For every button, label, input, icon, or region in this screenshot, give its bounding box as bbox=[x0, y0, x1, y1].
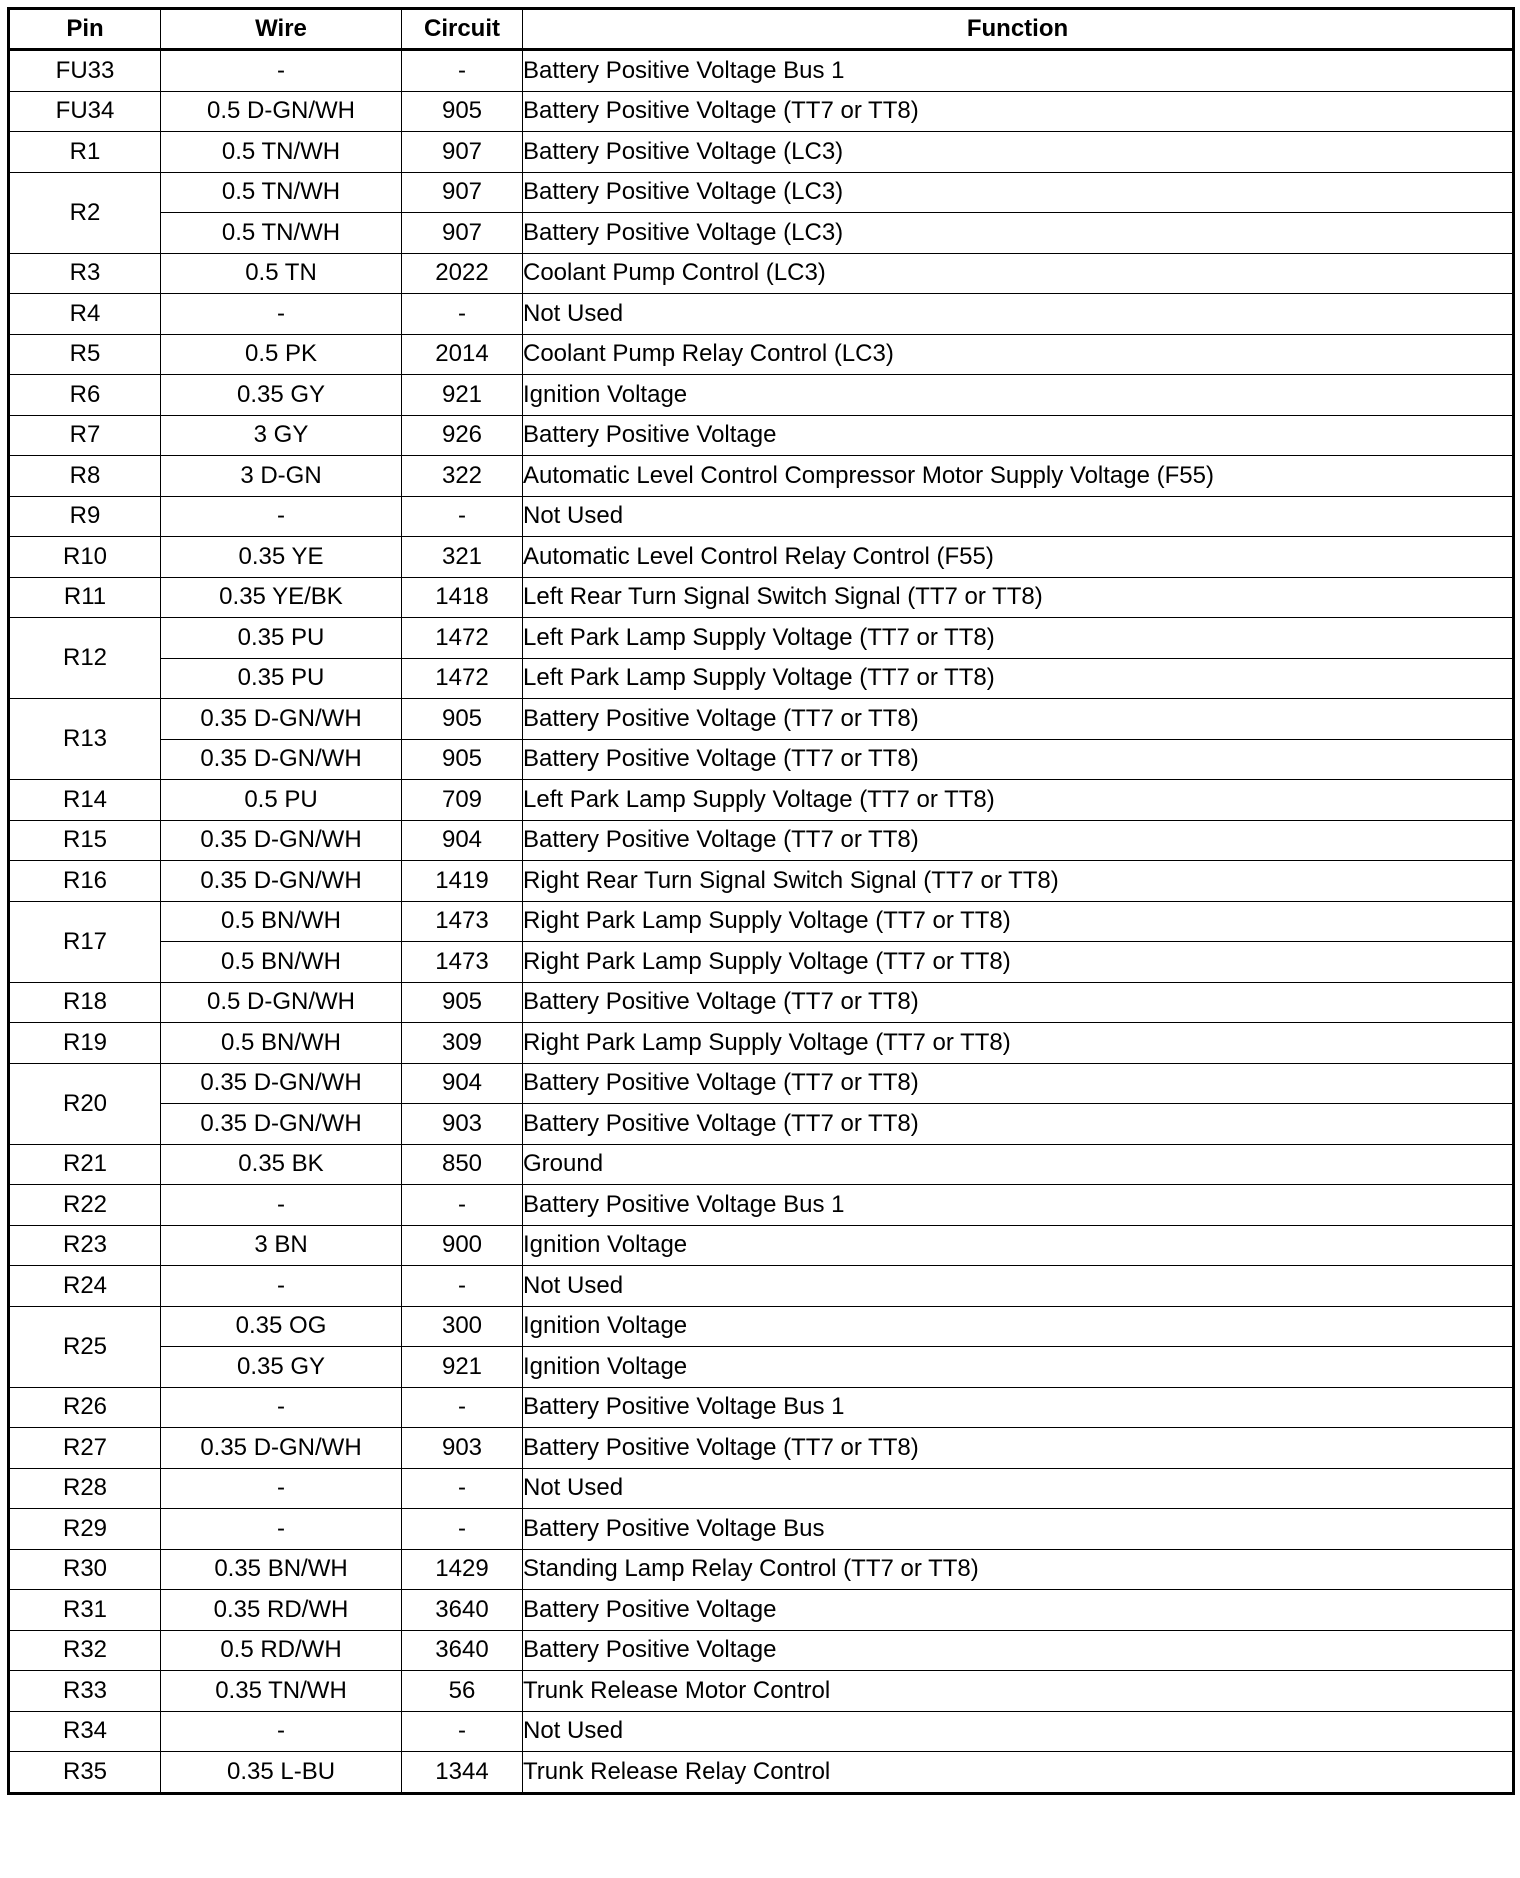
circuit-cell: - bbox=[402, 294, 523, 335]
wire-cell: 0.35 D-GN/WH bbox=[161, 739, 402, 780]
table-row bbox=[9, 739, 1514, 780]
wire-cell: - bbox=[161, 1387, 402, 1428]
table-row bbox=[9, 699, 1514, 740]
table-row bbox=[9, 496, 1514, 537]
circuit-cell: 56 bbox=[402, 1671, 523, 1712]
wire-cell: 0.35 D-GN/WH bbox=[161, 1428, 402, 1469]
function-cell: Automatic Level Control Relay Control (F55) bbox=[523, 537, 1514, 578]
header-wire: Wire bbox=[161, 9, 402, 50]
function-cell: Battery Positive Voltage Bus 1 bbox=[523, 1185, 1514, 1226]
pin-cell: R22 bbox=[9, 1185, 161, 1226]
circuit-cell: 921 bbox=[402, 1347, 523, 1388]
pin-cell: R28 bbox=[9, 1468, 161, 1509]
table-row bbox=[9, 132, 1514, 173]
wire-cell: 0.5 D-GN/WH bbox=[161, 91, 402, 132]
wire-cell: 0.35 D-GN/WH bbox=[161, 1063, 402, 1104]
circuit-cell: 904 bbox=[402, 1063, 523, 1104]
wire-cell: 0.35 YE/BK bbox=[161, 577, 402, 618]
table-row bbox=[9, 1225, 1514, 1266]
table-row bbox=[9, 456, 1514, 497]
circuit-cell: - bbox=[402, 1185, 523, 1226]
wire-cell: 0.35 RD/WH bbox=[161, 1590, 402, 1631]
function-cell: Right Park Lamp Supply Voltage (TT7 or TT8) bbox=[523, 942, 1514, 983]
wire-cell: 0.35 D-GN/WH bbox=[161, 1104, 402, 1145]
circuit-cell: - bbox=[402, 50, 523, 92]
wire-cell: 0.35 BN/WH bbox=[161, 1549, 402, 1590]
table-row bbox=[9, 1428, 1514, 1469]
table-row bbox=[9, 658, 1514, 699]
table-row bbox=[9, 618, 1514, 659]
table-body bbox=[9, 50, 1514, 1794]
function-cell: Battery Positive Voltage (LC3) bbox=[523, 172, 1514, 213]
table-row bbox=[9, 253, 1514, 294]
circuit-cell: 1418 bbox=[402, 577, 523, 618]
function-cell: Trunk Release Motor Control bbox=[523, 1671, 1514, 1712]
table-row bbox=[9, 375, 1514, 416]
table-row bbox=[9, 1711, 1514, 1752]
circuit-cell: 322 bbox=[402, 456, 523, 497]
table-row bbox=[9, 1387, 1514, 1428]
function-cell: Automatic Level Control Compressor Motor Supply Voltage (F55) bbox=[523, 456, 1514, 497]
wire-cell: 0.35 D-GN/WH bbox=[161, 861, 402, 902]
wire-cell: - bbox=[161, 496, 402, 537]
circuit-cell: 1473 bbox=[402, 901, 523, 942]
table-row bbox=[9, 1063, 1514, 1104]
table-row bbox=[9, 780, 1514, 821]
function-cell: Right Park Lamp Supply Voltage (TT7 or TT8) bbox=[523, 1023, 1514, 1064]
circuit-cell: 903 bbox=[402, 1428, 523, 1469]
wire-cell: 0.5 BN/WH bbox=[161, 1023, 402, 1064]
function-cell: Ignition Voltage bbox=[523, 1225, 1514, 1266]
wire-cell: - bbox=[161, 50, 402, 92]
circuit-cell: 926 bbox=[402, 415, 523, 456]
function-cell: Battery Positive Voltage bbox=[523, 1590, 1514, 1631]
wire-cell: 0.5 BN/WH bbox=[161, 942, 402, 983]
header-circuit: Circuit bbox=[402, 9, 523, 50]
pin-cell: FU33 bbox=[9, 50, 161, 92]
function-cell: Battery Positive Voltage (LC3) bbox=[523, 132, 1514, 173]
function-cell: Battery Positive Voltage (TT7 or TT8) bbox=[523, 699, 1514, 740]
circuit-cell: 907 bbox=[402, 172, 523, 213]
pin-cell: R30 bbox=[9, 1549, 161, 1590]
function-cell: Not Used bbox=[523, 1266, 1514, 1307]
wire-cell: 0.35 L-BU bbox=[161, 1752, 402, 1794]
function-cell: Battery Positive Voltage (TT7 or TT8) bbox=[523, 982, 1514, 1023]
pin-cell: R21 bbox=[9, 1144, 161, 1185]
function-cell: Not Used bbox=[523, 1711, 1514, 1752]
table-row bbox=[9, 172, 1514, 213]
pin-cell: R11 bbox=[9, 577, 161, 618]
wire-cell: 0.35 PU bbox=[161, 618, 402, 659]
table-row bbox=[9, 1468, 1514, 1509]
function-cell: Left Park Lamp Supply Voltage (TT7 or TT8) bbox=[523, 780, 1514, 821]
table-row bbox=[9, 1266, 1514, 1307]
function-cell: Not Used bbox=[523, 1468, 1514, 1509]
circuit-cell: - bbox=[402, 496, 523, 537]
circuit-cell: 321 bbox=[402, 537, 523, 578]
pin-cell: R3 bbox=[9, 253, 161, 294]
wire-cell: 0.5 PK bbox=[161, 334, 402, 375]
function-cell: Battery Positive Voltage (TT7 or TT8) bbox=[523, 1428, 1514, 1469]
pin-cell: R10 bbox=[9, 537, 161, 578]
table-row bbox=[9, 1671, 1514, 1712]
pin-cell: R19 bbox=[9, 1023, 161, 1064]
function-cell: Battery Positive Voltage (TT7 or TT8) bbox=[523, 820, 1514, 861]
function-cell: Left Park Lamp Supply Voltage (TT7 or TT8) bbox=[523, 658, 1514, 699]
wire-cell: 0.5 TN bbox=[161, 253, 402, 294]
wire-cell: 0.35 YE bbox=[161, 537, 402, 578]
function-cell: Trunk Release Relay Control bbox=[523, 1752, 1514, 1794]
function-cell: Not Used bbox=[523, 496, 1514, 537]
pinout-table-container bbox=[7, 7, 1515, 1795]
function-cell: Left Park Lamp Supply Voltage (TT7 or TT8) bbox=[523, 618, 1514, 659]
wire-cell: - bbox=[161, 1711, 402, 1752]
function-cell: Battery Positive Voltage bbox=[523, 415, 1514, 456]
table-row bbox=[9, 1590, 1514, 1631]
wire-cell: 0.35 GY bbox=[161, 1347, 402, 1388]
pin-cell: R4 bbox=[9, 294, 161, 335]
circuit-cell: 300 bbox=[402, 1306, 523, 1347]
connector-pinout-table bbox=[7, 7, 1515, 1795]
function-cell: Battery Positive Voltage (TT7 or TT8) bbox=[523, 1104, 1514, 1145]
function-cell: Ground bbox=[523, 1144, 1514, 1185]
wire-cell: 0.5 D-GN/WH bbox=[161, 982, 402, 1023]
function-cell: Ignition Voltage bbox=[523, 1347, 1514, 1388]
wire-cell: 0.35 D-GN/WH bbox=[161, 820, 402, 861]
function-cell: Standing Lamp Relay Control (TT7 or TT8) bbox=[523, 1549, 1514, 1590]
circuit-cell: 921 bbox=[402, 375, 523, 416]
function-cell: Battery Positive Voltage Bus 1 bbox=[523, 1387, 1514, 1428]
wire-cell: 0.5 TN/WH bbox=[161, 132, 402, 173]
pin-cell: R35 bbox=[9, 1752, 161, 1794]
circuit-cell: 850 bbox=[402, 1144, 523, 1185]
wire-cell: 0.35 PU bbox=[161, 658, 402, 699]
pin-cell: R14 bbox=[9, 780, 161, 821]
circuit-cell: 1344 bbox=[402, 1752, 523, 1794]
wire-cell: 0.5 TN/WH bbox=[161, 213, 402, 254]
pin-cell: R2 bbox=[9, 172, 161, 253]
function-cell: Right Park Lamp Supply Voltage (TT7 or TT8) bbox=[523, 901, 1514, 942]
circuit-cell: 709 bbox=[402, 780, 523, 821]
circuit-cell: 905 bbox=[402, 739, 523, 780]
function-cell: Right Rear Turn Signal Switch Signal (TT7 or TT8) bbox=[523, 861, 1514, 902]
table-row bbox=[9, 334, 1514, 375]
pin-cell: R29 bbox=[9, 1509, 161, 1550]
pin-cell: R33 bbox=[9, 1671, 161, 1712]
table-row bbox=[9, 1347, 1514, 1388]
circuit-cell: 907 bbox=[402, 213, 523, 254]
wire-cell: 3 GY bbox=[161, 415, 402, 456]
table-header-row bbox=[9, 9, 1514, 50]
pin-cell: R24 bbox=[9, 1266, 161, 1307]
function-cell: Left Rear Turn Signal Switch Signal (TT7 or TT8) bbox=[523, 577, 1514, 618]
circuit-cell: 1472 bbox=[402, 618, 523, 659]
table-row bbox=[9, 820, 1514, 861]
pin-cell: FU34 bbox=[9, 91, 161, 132]
pin-cell: R23 bbox=[9, 1225, 161, 1266]
pin-cell: R1 bbox=[9, 132, 161, 173]
table-row bbox=[9, 577, 1514, 618]
table-row bbox=[9, 1509, 1514, 1550]
table-row bbox=[9, 861, 1514, 902]
pin-cell: R13 bbox=[9, 699, 161, 780]
function-cell: Battery Positive Voltage Bus bbox=[523, 1509, 1514, 1550]
circuit-cell: 3640 bbox=[402, 1630, 523, 1671]
pin-cell: R31 bbox=[9, 1590, 161, 1631]
pin-cell: R8 bbox=[9, 456, 161, 497]
header-pin: Pin bbox=[9, 9, 161, 50]
circuit-cell: 1473 bbox=[402, 942, 523, 983]
table-row bbox=[9, 1549, 1514, 1590]
function-cell: Battery Positive Voltage (TT7 or TT8) bbox=[523, 1063, 1514, 1104]
pin-cell: R6 bbox=[9, 375, 161, 416]
function-cell: Battery Positive Voltage (TT7 or TT8) bbox=[523, 91, 1514, 132]
circuit-cell: 1429 bbox=[402, 1549, 523, 1590]
pin-cell: R20 bbox=[9, 1063, 161, 1144]
table-row bbox=[9, 415, 1514, 456]
table-row bbox=[9, 942, 1514, 983]
function-cell: Not Used bbox=[523, 294, 1514, 335]
circuit-cell: 900 bbox=[402, 1225, 523, 1266]
wire-cell: 0.5 TN/WH bbox=[161, 172, 402, 213]
header-function: Function bbox=[523, 9, 1514, 50]
circuit-cell: - bbox=[402, 1711, 523, 1752]
circuit-cell: 904 bbox=[402, 820, 523, 861]
table-row bbox=[9, 1306, 1514, 1347]
table-row bbox=[9, 213, 1514, 254]
pin-cell: R5 bbox=[9, 334, 161, 375]
table-row bbox=[9, 1104, 1514, 1145]
circuit-cell: 1472 bbox=[402, 658, 523, 699]
pin-cell: R34 bbox=[9, 1711, 161, 1752]
wire-cell: - bbox=[161, 1266, 402, 1307]
pin-cell: R12 bbox=[9, 618, 161, 699]
wire-cell: 0.5 RD/WH bbox=[161, 1630, 402, 1671]
circuit-cell: 905 bbox=[402, 982, 523, 1023]
circuit-cell: 905 bbox=[402, 699, 523, 740]
wire-cell: 0.35 OG bbox=[161, 1306, 402, 1347]
wire-cell: 0.35 BK bbox=[161, 1144, 402, 1185]
pin-cell: R25 bbox=[9, 1306, 161, 1387]
table-row bbox=[9, 91, 1514, 132]
pin-cell: R17 bbox=[9, 901, 161, 982]
pin-cell: R16 bbox=[9, 861, 161, 902]
circuit-cell: 1419 bbox=[402, 861, 523, 902]
pin-cell: R26 bbox=[9, 1387, 161, 1428]
circuit-cell: - bbox=[402, 1468, 523, 1509]
pin-cell: R27 bbox=[9, 1428, 161, 1469]
pin-cell: R7 bbox=[9, 415, 161, 456]
wire-cell: 0.5 BN/WH bbox=[161, 901, 402, 942]
table-row bbox=[9, 901, 1514, 942]
pin-cell: R15 bbox=[9, 820, 161, 861]
wire-cell: - bbox=[161, 1468, 402, 1509]
pin-cell: R9 bbox=[9, 496, 161, 537]
table-row bbox=[9, 1752, 1514, 1794]
wire-cell: 0.35 TN/WH bbox=[161, 1671, 402, 1712]
circuit-cell: 309 bbox=[402, 1023, 523, 1064]
circuit-cell: 903 bbox=[402, 1104, 523, 1145]
table-row bbox=[9, 1023, 1514, 1064]
circuit-cell: 907 bbox=[402, 132, 523, 173]
table-row bbox=[9, 537, 1514, 578]
pin-cell: R32 bbox=[9, 1630, 161, 1671]
function-cell: Coolant Pump Relay Control (LC3) bbox=[523, 334, 1514, 375]
circuit-cell: - bbox=[402, 1509, 523, 1550]
table-row bbox=[9, 50, 1514, 92]
circuit-cell: 3640 bbox=[402, 1590, 523, 1631]
circuit-cell: 2022 bbox=[402, 253, 523, 294]
table-row bbox=[9, 294, 1514, 335]
wire-cell: 0.5 PU bbox=[161, 780, 402, 821]
wire-cell: 0.35 GY bbox=[161, 375, 402, 416]
wire-cell: 3 BN bbox=[161, 1225, 402, 1266]
wire-cell: 0.35 D-GN/WH bbox=[161, 699, 402, 740]
table-row bbox=[9, 1185, 1514, 1226]
circuit-cell: - bbox=[402, 1387, 523, 1428]
function-cell: Coolant Pump Control (LC3) bbox=[523, 253, 1514, 294]
table-row bbox=[9, 1630, 1514, 1671]
function-cell: Battery Positive Voltage (TT7 or TT8) bbox=[523, 739, 1514, 780]
function-cell: Battery Positive Voltage (LC3) bbox=[523, 213, 1514, 254]
pin-cell: R18 bbox=[9, 982, 161, 1023]
circuit-cell: 2014 bbox=[402, 334, 523, 375]
function-cell: Ignition Voltage bbox=[523, 1306, 1514, 1347]
circuit-cell: - bbox=[402, 1266, 523, 1307]
function-cell: Battery Positive Voltage bbox=[523, 1630, 1514, 1671]
table-row bbox=[9, 982, 1514, 1023]
wire-cell: - bbox=[161, 1185, 402, 1226]
function-cell: Ignition Voltage bbox=[523, 375, 1514, 416]
table-row bbox=[9, 1144, 1514, 1185]
wire-cell: 3 D-GN bbox=[161, 456, 402, 497]
circuit-cell: 905 bbox=[402, 91, 523, 132]
wire-cell: - bbox=[161, 1509, 402, 1550]
function-cell: Battery Positive Voltage Bus 1 bbox=[523, 50, 1514, 92]
wire-cell: - bbox=[161, 294, 402, 335]
